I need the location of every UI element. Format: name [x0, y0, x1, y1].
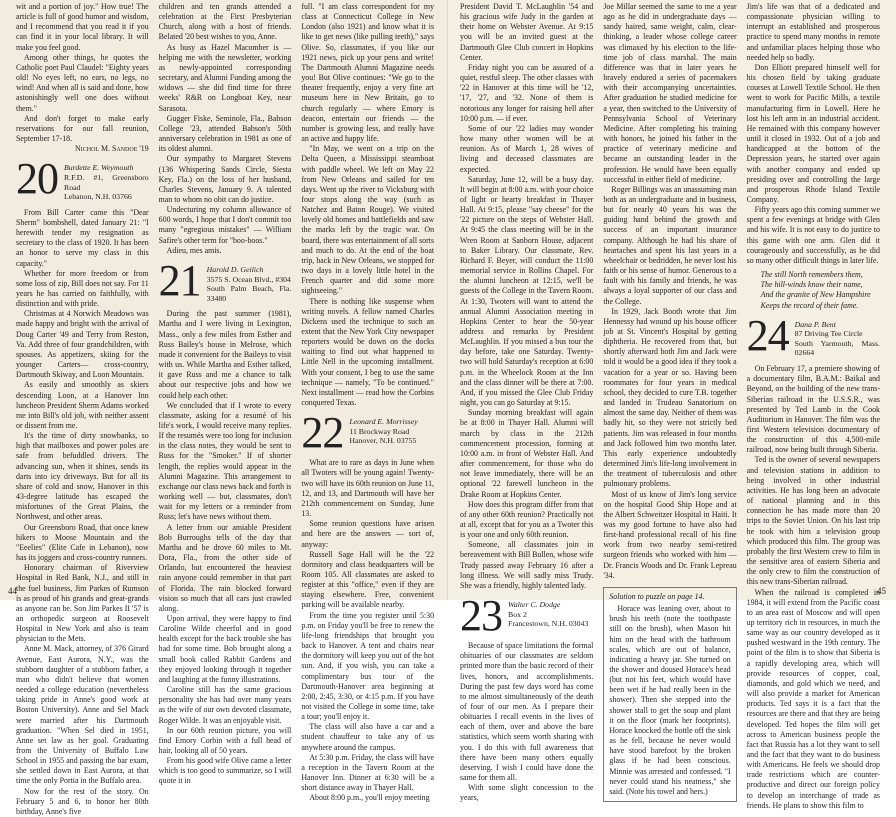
paragraph: What are to rare as days in June when all Twoters will be young again! Twenty-two will have its 60th reunion on June 11, 12, and 13, and Dartmouth will have her 212th commencement on Sunday, June 13.: [301, 458, 435, 519]
secretary-name: Leonard E. Morrissey: [349, 417, 418, 427]
paragraph: Russell Sage Hall will be the '22 dormitory and class headquarters will be Room 105. All classmates are asked to register at this "office," even if they are staying elsewhere. Free, convenient parking will be available nearby.: [301, 549, 435, 610]
paragraph: Some reunion questions have arisen and here are the answers — sort of, anyway:: [301, 519, 435, 549]
page-number-left: 44: [8, 586, 17, 596]
paragraph: Most of us know of Jim's long service on the hospital Good Ship Hope and at the Albert Schweitzer Hospital in Haiti. It was my good fortune to have also had first-hand professional recall of his fine work from two nearby semi-retired surgeon friends who worked with him — Dr. Francis Woods and Dr. Frank Lepreau '34.: [603, 489, 737, 580]
paragraph: Whether for more freedom or from some loss of zip, Bill does not say. For 11 years he has carried on faithfully, with distinction and with pride.: [16, 268, 149, 309]
paragraph: wit and a portion of joy." How true! The article is full of good humor and wisdom, and I recommend that you read it if you can find it in your local library. It will make you feel good.: [16, 2, 149, 52]
class-heading-21: [158, 255, 292, 305]
paragraph: Joe Millar seemed the same to me a year ago as he did in undergraduate days — sandy haired, same weight, calm, clear-thinking, a leader whose college career was climaxed by his election to the life-time job of class marshal. The main difference was that in later years he bravely endured a series of pacemakers with their accompanying uncertainties. After graduation he studied medicine for a year, then switched to the University of Pennsylvania School of Veterinary Medicine. After completing his training with honors, he joined his father in the practice of veterinary medicine and became an outstanding leader in the profession. He would have been equally successful in either field of medicine.: [603, 2, 737, 184]
paragraph: It's the time of dirty snowbanks, so high that mailboxes and power poles are safe from befuddled drivers. The advancing sun, when it shines, sends its darts into icy driveways. But for all its share of cold and snow, Hanover in this 43-degree latitude has escaped the misfortunes of the Great Plains, the Northwest, and other areas.: [16, 431, 149, 522]
paragraph: Gugger Fiske, Seminole, Fla., Babson College '23, attended Babson's 50th anniversary celebration in 1981 as one of its oldest alumni.: [158, 113, 292, 154]
paragraph: The class will also have a car and a student chauffeur to take any of us anywhere around the campus.: [301, 722, 435, 752]
secretary-name: Walter C. Dodge: [508, 600, 561, 610]
address-line: R.F.D. #1, Greensboro Road: [64, 172, 149, 192]
poem-line: The hill-winds know their name,: [760, 280, 863, 290]
paragraph: When the railroad is completed in 1984, it will extend from the Pacific coast to an area east of Moscow and will open up territory rich in resources, in much the same way as our country developed as it pushed westward in the 19th century. The point of the film is to show that Siberia is a rapidly developing area, which will provide resources of copper, coal, diamonds, and gold which we need, and will also provide a market for American products. Ted says it is a fact that the resources are there and that they are being developed. Ted hopes the film will get across to American business people the fact that Russia has a lot they want to sell and the fact that they want to do business with Americans. He feels we should drop trade restrictions which are counter-productive and direct our foreign policy to develop an interchange of trade as friends. He plans to show this film to: [746, 587, 880, 810]
poem-quote: [761, 270, 880, 311]
secretary-name: Dana P. Bent: [794, 319, 836, 329]
paragraph: Roger Billings was an unassuming man both as an undergraduate and in business, but for nearly 40 years his was the guiding hand behind the growth and success of an important insurance company. Although he had his share of heartaches and spent his last years in a wheelchair or bedridden, he never lost his faith or his sense of humor. Generous to a fault with his family and friends, he was always a loyal supporter of our class and the College.: [603, 184, 737, 306]
paragraph: As busy as Hazel Macomber is — helping me with the newsletter, working as newly-appointed corresponding secretary, and Alumni Funding among the widows — she did find time for three weeks' R&R on Longboat Key, near Sarasota.: [158, 42, 292, 113]
class-secretary-address: [64, 160, 149, 201]
paragraph: Some of our '22 ladies may wonder how many other women will be at reunion. As of March 1, 28 wives of living and deceased classmates are expected.: [460, 123, 594, 174]
class-secretary-address: [207, 262, 292, 303]
address-line: 3575 S. Ocean Blvd., #304: [206, 274, 291, 284]
page-number-right: 45: [877, 586, 886, 596]
paragraph: Our Greensboro Road, that once knew hikers to Moose Mountain and the "Eeelies" (Elite Cafe in Lebanon), now has its joggers and cross-country runners.: [16, 522, 149, 563]
paragraph: President David T. McLaughlin '54 and his gracious wife Judy in the garden at their home on Webster Avenue. At 9:15 you will be an invited guest at the Dartmouth Glee Club concert in Hopkins Center.: [460, 2, 594, 62]
paragraph: During the past summer (1981), Martha and I were living in Lexington, Mass., only a few miles from Esther and Russ Bailey's house in Melrose, which made it convenient for the Baileys to visit with us. While Martha and Esther talked, it gave Russ and me a chance to talk about our respective jobs and how we could help each other.: [158, 309, 292, 400]
puzzle-solution-box: [603, 587, 736, 802]
paragraph: On February 17, a premiere showing of a documentary film, B.A.M.: Baikal and Beyond, on the building of the new trans-Siberian railroad in the U.S.S.R., was presented by Ted Lamb in the Cook Auditorium in Hanover. The film was the first Western television documentary of the construction of this 4,500-mile railroad, now being built through Siberia.: [746, 364, 880, 455]
paragraph: Christmas at 4 Norwich Meadows was made happy and bright with the arrival of Doug Carter '49 and Terry from Reston, Va. Add three of four grandchildren, with spouses. As appetizers, skiing for the younger Carters— cross-country, Dartmouth Skiway, and Loon Mountain.: [16, 309, 149, 380]
paragraph: Saturday, June 12, will be a busy day. It will begin at 8:00 a.m. with your choice of light or hearty breakfast in Thayer Hall. At 9:15, please "say cheese" for the '22 picture on the steps of Webster Hall. At 9:45 the class meeting will be in the Wren Room at Sanborn House, adjacent to Baker Library. Our classmate, Rev. Richard F. Beyer, will conduct the 11:00 memorial service in Rollins Chapel. For the alumni luncheon at 12:15, we'll be guests of the College in the Tavern Room. At 1:30, Twoters will want to attend the annual Alumni Association meeting in Hopkins Center to hear the 50-year address and remarks by President McLaughlin. If you missed a bus tour the day before, take one Saturday. Twenty-two will hold Saturday's reception at 6:00 p.m. in the Wheelock Room at the Inn and the class dinner will be there at 7:00. And, if you missed the Glee Club Friday night, you can go Saturday at 9:15.: [460, 174, 594, 408]
paragraph: Someone, all classmates join in bereavement with Bill Bullen, whose wife Trudy passed away February 16 after a long illness. We will sadly miss Trudy. She was a friendly, highly talented lady.: [460, 540, 594, 590]
poem-line: And the granite of New Hampshire: [760, 290, 871, 300]
paragraph: Because of space limitations the formal obituaries of our classmates are seldom printed more than the basic record of their lives, honors, and accomplishments. During the past few days word has come to me almost simultaneously of the death of four of our men. As I prepare their obituaries I recall events in the lives of each of them, over and above the bare statistics, which seem worth sharing with you. I do this with full awareness that there have been many others equally deserving. I wish I could have done the same for them all.: [460, 641, 594, 783]
paragraph: Ted is the owner of several newspapers and television stations in addition to being involved in other industrial activities. He has long been an advocate of national planning and in this connection he has made more than 20 trips to the Soviet Union. On his last trip he took with him a television group which produced this film. The group was probably the first Western crew to film in the sensitive area of eastern Siberia and the only crew to film the construction of this new trans-Siberian railroad.: [746, 455, 880, 587]
address-line: 87 Driving Tee Circle: [794, 329, 863, 339]
puzzle-solution-title: Solution to puzzle on page 14.: [609, 591, 705, 601]
address-line: 11 Brockway Road: [349, 426, 410, 436]
paragraph: Jim's life was that of a dedicated and compassionate physician willing to interrupt an established and prosperous practice to spend many months in remote and unfamiliar places helping those who needed help so badly.: [746, 2, 880, 62]
paragraph: Now for the rest of the story. On February 5 and 6, to honor her 80th birthday, Anne's five: [16, 786, 149, 816]
paragraph: About 8:00 p.m., you'll enjoy meeting: [309, 793, 430, 803]
column-3: [301, 2, 435, 803]
column-4: [460, 2, 594, 803]
paragraph: A letter from our amiable President Bob Burroughs tells of the day that Martha and he drove 60 miles to Mt. Dora, Fla., from the other side of Orlando, but encountered the heaviest rain anyone could remember in that part of Florida. The rain blocked forward vision so much that all cars just crawled along.: [158, 522, 292, 613]
class-number: 23: [460, 591, 502, 641]
class-heading-23: [460, 591, 593, 641]
left-page-columns: [16, 2, 435, 816]
column-1: [16, 2, 149, 816]
paragraph: From Bill Carter came this "Dear Sherm" bombshell, dated January 21: "I herewith tender my resignation as secretary to the class of 1920. It has been an honor to serve my class in this capacity.": [16, 207, 149, 268]
left-page: [0, 0, 448, 816]
paragraph: children and ten grands attended a celebration at the First Presbyterian Church, along with a host of friends. Belated '20 best wishes to you, Anne.: [158, 2, 292, 42]
column-2: [158, 2, 292, 786]
paragraph: Adieu, mes amis.: [166, 245, 222, 255]
poem-line: Keeps the record of their fame.: [760, 300, 859, 310]
address-line: Francestown, N.H. 03043: [508, 619, 589, 629]
signature: Nichol M. Sandoe '19: [75, 144, 149, 154]
paragraph: "In May, we went on a trip on the Delta Queen, a Mississippi steamboat with paddle wheel. We left on May 22 from New Orleans and sailed for ten days. Went up the river to Vicksburg with four stops along the way (such as Natchez and Baton Rouge). We visited lovely old homes and battlefields and saw the marks left by the tragic war. On board, there was entertainment of all sorts and much to do. At the end of the boat trip, back in New Orleans, we stopped for two days in a lovely little hotel in the French quarter and did some more sightseeing.": [301, 144, 435, 296]
paragraph: Among other things, he quotes the Catholic poet Paul Claudel: "Eighty years old! No eyes left, no ears, no legs, no wind! And when all is said and done, how astonishingly well one does without them.": [16, 52, 149, 113]
paragraph: With some slight concession to the years,: [460, 783, 594, 803]
paragraph: We concluded that if I wrote to every classmate, asking for a resumé of his life's work, I would receive many replies. If the resumés were too long for inclusion in the class notes, they would be sent to Russ for the "Smoker." If of shorter length, the replies would appear in the Alumni Magazine. This arrangement to exchange our class news back and forth is working well — but, classmates, don't wait for my letters or a reminder from Russ; let's have news without them.: [158, 400, 292, 522]
address-line: South Yarmouth, Mass. 02664: [794, 338, 880, 358]
address-line: South Palm Beach, Fla. 33480: [206, 284, 292, 303]
column-5: [603, 2, 737, 796]
address-line: Box 2: [508, 609, 527, 619]
paragraph: full. "I am class correspondent for my class at Connecticut College in New London (also 1921) and know what it is like to get news (like pulling teeth)," says Olive. So, classmates, if you like our 1921 news, pick up your pens and write! The Dartmouth Alumni Magazine needs you! But Olive continues: "We go to the theater frequently, enjoy a very fine art museum here in New Britain, go to church regularly — where Emory is deacon, entertain our friends — the number is growing less, and really have an active and happy life.: [301, 2, 435, 144]
class-secretary-address: [795, 317, 880, 358]
class-secretary-address: [349, 414, 417, 446]
class-secretary-address: [508, 597, 588, 629]
class-number: 21: [158, 255, 201, 305]
paragraph: As easily and smoothly as skiers descending Loon, at a Hanover Inn luncheon President Sherm Adams worked me into Bill's old job, with neither assent or dissent from me.: [16, 380, 149, 430]
class-heading-20: [16, 154, 149, 204]
paragraph: Sunday morning breakfast will again be at 8:00 in Thayer Hall. Alumni will march by class in the 212th commencement procession, forming at 10:00 a.m. in front of Webster Hall. And after commencement, for those who do not leave immediately, there will be an optional '22 farewell luncheon in the Drake Room at Hopkins Center.: [460, 408, 594, 499]
address-line: Hanover, N.H. 03755: [349, 436, 417, 446]
paragraph: At 5:30 p.m. Friday, the class will have a reception in the Tavern Room at the Hanover Inn. Dinner at 6:30 will be a short distance away in Thayer Hall.: [301, 752, 435, 793]
right-page-columns: [460, 2, 880, 810]
paragraph: Fifty years ago this coming summer we spent a few evenings at bridge with Glen and his wife. It is not easy to do justice to this game with one arm. Glen did it courageously and successfully, as he did so many other difficult things in later life.: [746, 205, 880, 265]
paragraph: How does this program differ from that of any other 60th reunion? Practically not at all, except that for you as a Twoter this is your one and only 60th reunion.: [460, 499, 594, 540]
paragraph: And don't forget to make early reservations for our fall reunion, September 17-18.: [16, 113, 149, 144]
paragraph: Don Elliott prepared himself well for his chosen field by taking graduate courses at Lowell Textile School. He then went to work for Pacific Mills, a textile manufacturing firm in Lowell. Here he lost his left arm in an industrial accident. He remained with this company however until it closed in 1932. Out of a job and handicapped at the bottom of the Depression years, he started over again with another company and ended up presiding over and controlling the large and prosperous Rhode Island Textile Company.: [746, 62, 880, 204]
paragraph: From his good wife Olive came a letter which is too good to summarize, so I will quote it in: [158, 756, 292, 786]
poem-line: The still North remembers them,: [760, 270, 863, 280]
class-number: 20: [16, 154, 58, 204]
class-number: 22: [301, 408, 344, 458]
paragraph: Our sympathy to Margaret Stevens (136 Whispering Sands Circle, Siesta Key, Fla.) on the loss of her husband, Charles Stevens, January 9. A talented man to whom no obit can do justice.: [158, 154, 292, 204]
secretary-name: Harold D. Geilich: [206, 264, 264, 274]
paragraph: From the time you register until 5:30 p.m. on Friday you'll be free to renew the life-long friendships that brought you back to Hanover. A tent and chairs near the dormitory will keep you out of the hot sun. And, if you wish, you can take a complimentary bus tour of the Dartmouth-Hanover area beginning at 2:00, 2:45, 3:30, or 4:15 p.m. If you have not visited the College in some time, take a tour; you'll enjoy it.: [301, 610, 435, 722]
paragraph: Caroline still has the same gracious personality she has had over many years as the wife of our own devoted classmate, Roger Wilde. It was an enjoyable visit.: [158, 685, 292, 725]
paragraph: In 1929, Jack Booth wrote that Jim Hennessy had wound up his house officer job at St. Vincent's Hospital by getting diphtheria. He recovered from that, but shortly afterward both Jim and Jack were told it would be a good idea if they took a vacation for a year or so. Having been roommates for four years in medical school, they decided to cure T.B. together and landed in Trudeau Sanatorium on almost the same day. Neither of them was badly hit, so they were not strictly bed patients. Jim was released in four months and Jack followed him two months later. This early experience undoubtedly determined Jim's life-long involvement in the treatment of tuberculosis and other pulmonary problems.: [603, 306, 737, 489]
class-heading-24: [746, 310, 880, 360]
paragraph: Undecturing my column allowance of 600 words, I hope that I don't commit too many "egregious mistakes" — William Safire's other term for "boo-boos.": [158, 205, 292, 245]
class-heading-22: [301, 408, 434, 458]
address-line: Lebanon, N.H. 03766: [64, 192, 132, 202]
puzzle-solution-text: Horace was leaning over, about to brush his teeth (note the toothpaste still on the brush), when Mason hit him on the head with the bathroom scales, which are out of balance, indicating a heavy jar. She turned on the shower and doused Horace's head (but not his feet, which would have been wet if he had really been in the shower). Then she stepped into the shower stall to get the soap and plant it on the floor (mark her footprints). Horace knocked the bottle off the sink as he fell, because he never would have stood barefoot by the broken glass if he had been conscious. Minnie was arrested and confessed. "I never could stand his neatness," she said. (Note his towel and hers.): [609, 604, 731, 796]
paragraph: There is nothing like suspense when writing novels. A fellow named Charles Dickens used the technique to such an extent that the New York City newspaper reporters would be down on the docks waiting to find out what happened to Little Nell in the upcoming installment. With your consent, I beg to use the same technique — namely, "To be continued." Next installment — read how the Corbins conquered Texas.: [301, 296, 435, 408]
paragraph: Honorary chairman of Riverview Hospital in Red Bank, N.J., and still in the fuel business, Jim Parkes of Rumson is as proud of his grands and great-grands as anyone can be. Son Jim Parkes II '57 is an orthopedic surgeon at Roosevelt Hospital in New York and also is team physician to the Mets.: [16, 563, 149, 644]
paragraph: In our 60th reunion picture, you will find Emory Corbin with a full head of hair, looking all of 50 years.: [158, 725, 292, 755]
column-6: [746, 2, 880, 810]
paragraph: Upon arrival, they were happy to find Caroline Wilde cheerful and in good health except for the back trouble she has had for some time. Bob brought along a small book called Rabbit Gardens and they enjoyed looking through it together and laughing at the funny illustrations.: [158, 613, 292, 684]
paragraph: Friday night you can be assured of a quiet, restful sleep. The other classes with '22 in Hanover at this time will be '12, '17, '27, and '32. None of them is notorious any longer for raising hell after 10:00 p.m. — if ever.: [460, 62, 594, 123]
right-page: [448, 0, 896, 810]
paragraph: Anne M. Mack, attorney, of 376 Girard Avenue, East Aurora, N.Y., was the stubborn daughter of a stubborn father, a man who didn't believe that women needed a college education (nevertheless taking pride in Anne's good work at Boston University). Anne and Sel Mack were married after his Dartmouth graduation. "When Sel died in 1951, Anne set law as her goal. Graduating from the University of Buffalo Law School in 1955 and passing the bar exam, she settled down in East Aurora, at that time the only Portia in the Buffalo area.: [16, 644, 149, 786]
secretary-name: Burdette E. Weymouth: [64, 163, 134, 173]
class-number: 24: [746, 310, 789, 360]
